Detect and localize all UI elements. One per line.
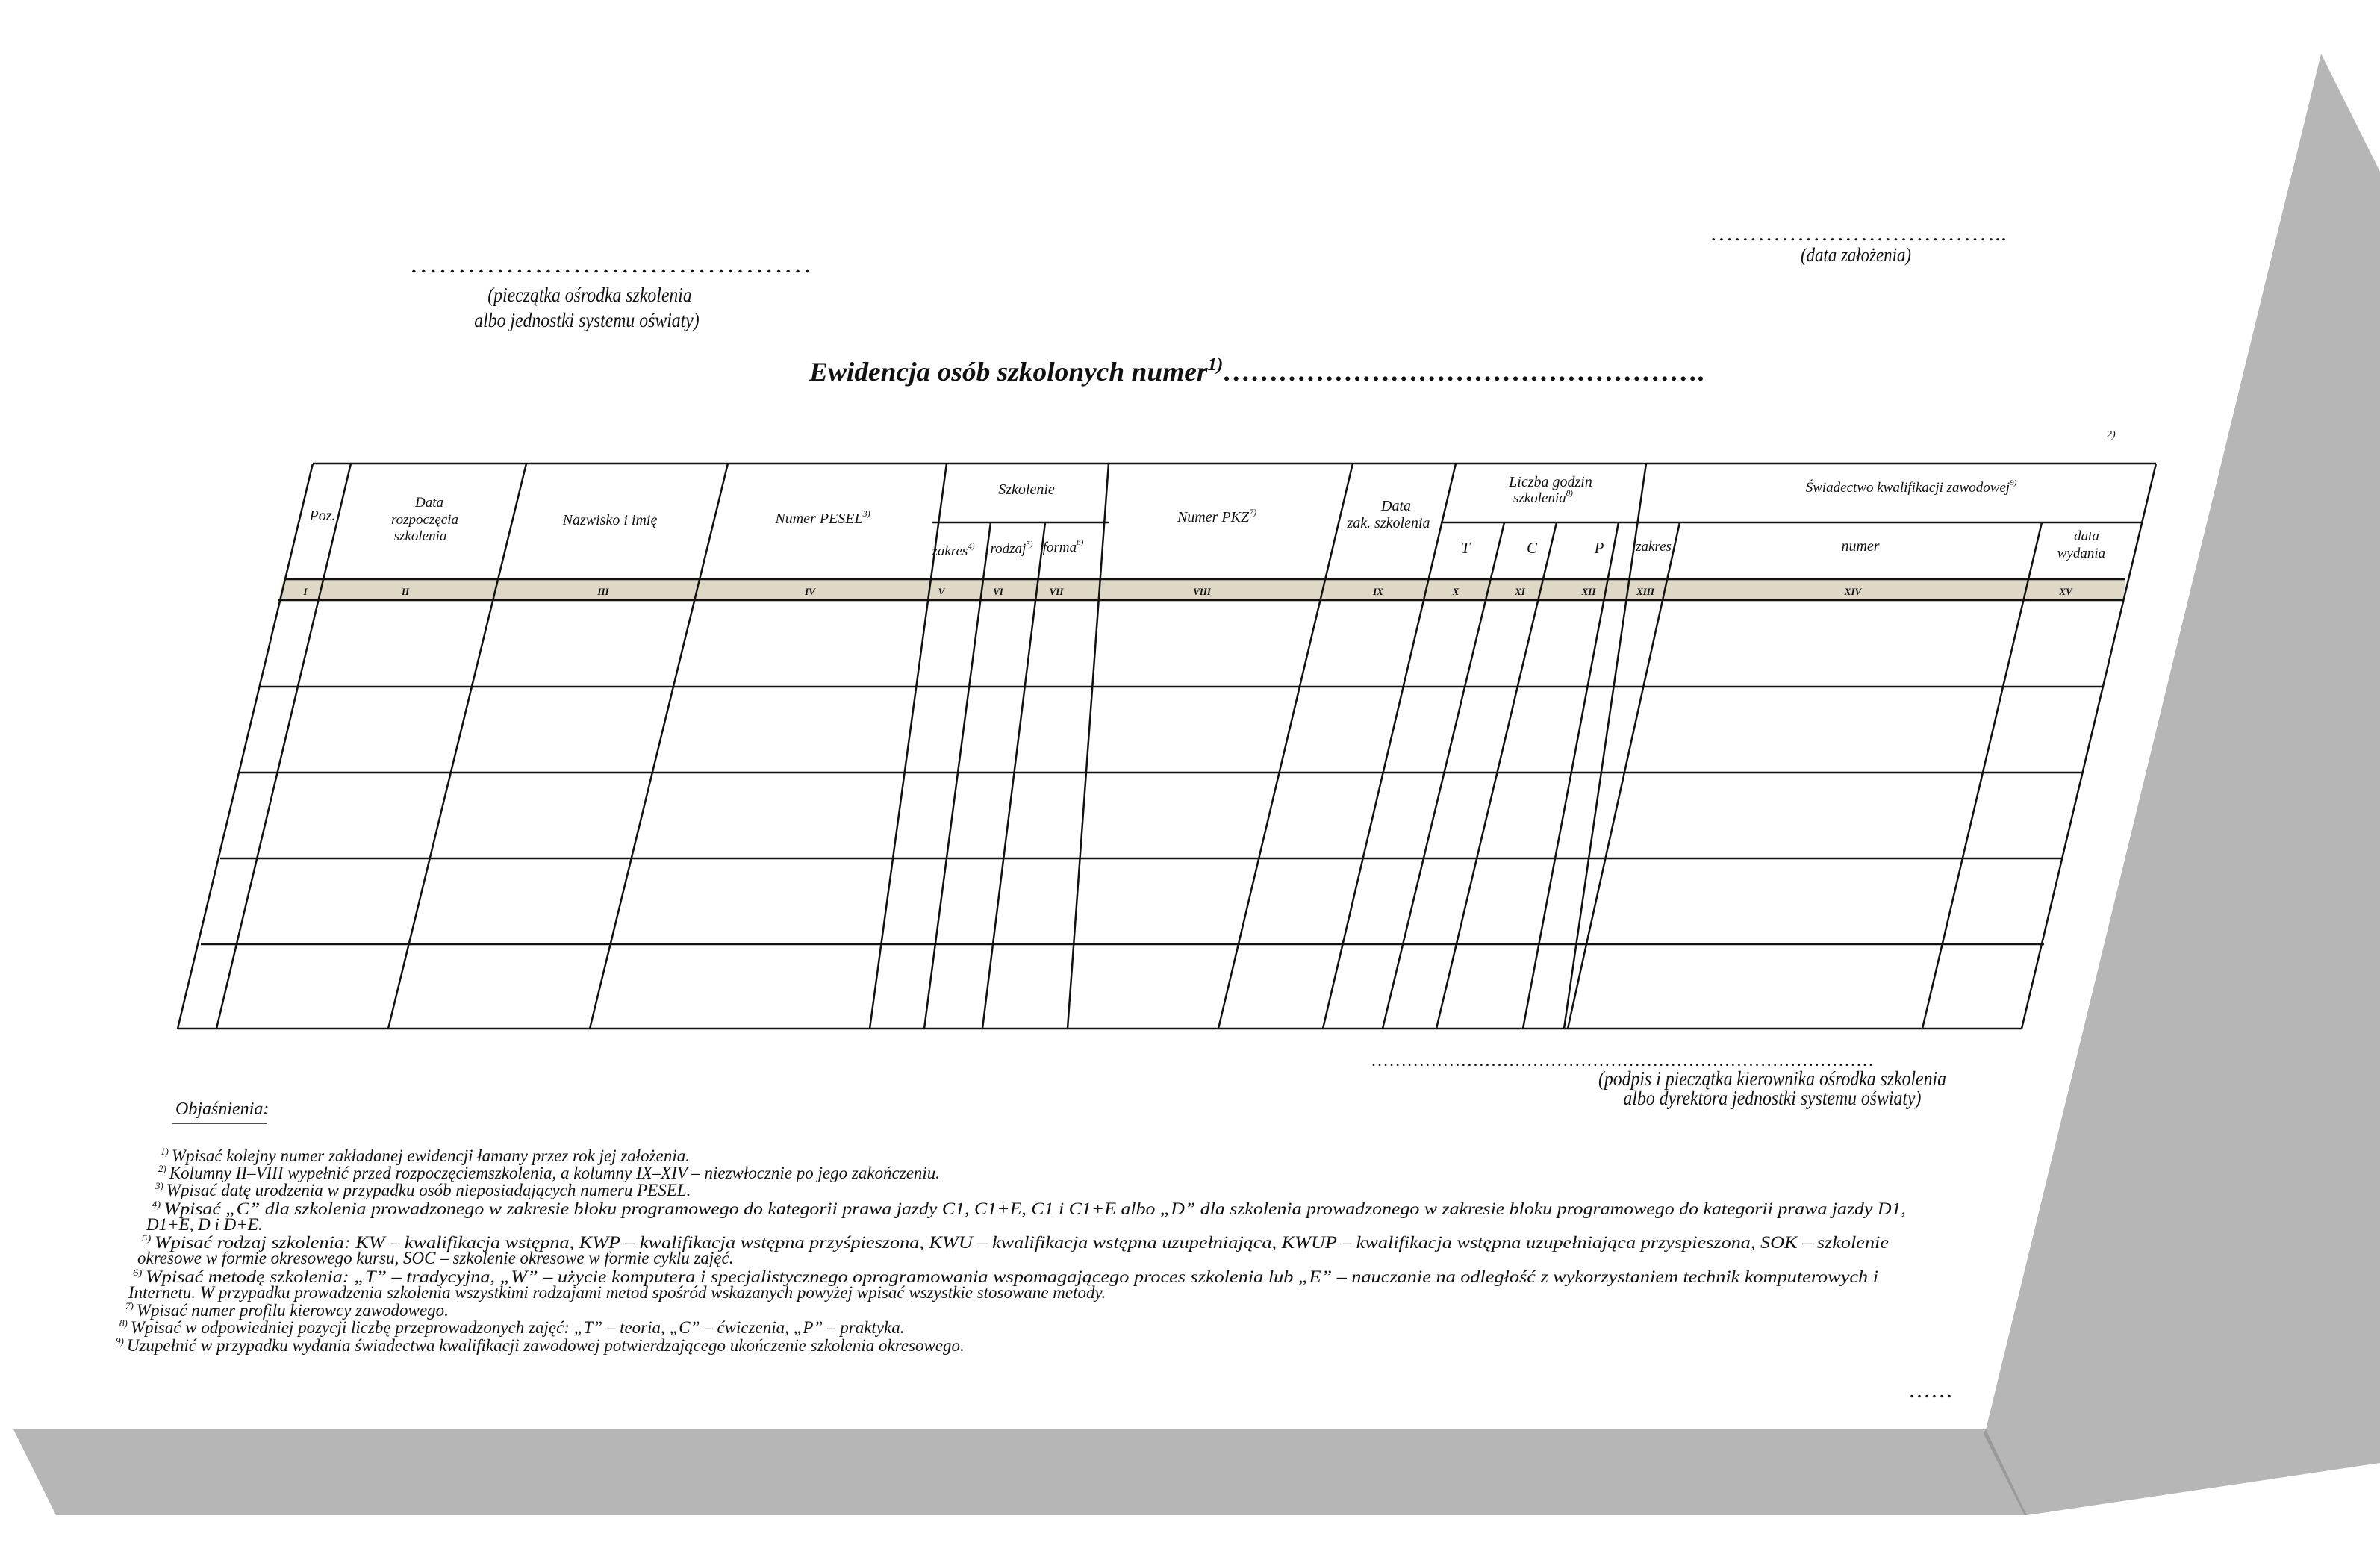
header-data-rozpoczecia-line1: Data [415, 495, 443, 511]
header-swiadectwo-sup: 9) [2010, 478, 2017, 487]
header-godziny-line1: Liczba godzin [1509, 474, 1592, 490]
note-6-mark: 6) [133, 1267, 141, 1278]
stamp-caption-line1: (pieczątka ośrodka szkolenia [487, 283, 692, 307]
signature-caption-line1: (podpis i pieczątka kierownika ośrodka szkolenia [1598, 1067, 1946, 1091]
note-5-text-line1: Wpisać rodzaj szkolenia: KW – kwalifikacja wstępna, KWP – kwalifikacja wstępna przyśpieszona, KWU – kwalifikacja wstępna uzupełniająca, KWUP – kwalifikacja wstępna uzupełniająca przyspieszona, SOK – szkolenie [154, 1233, 1675, 1252]
column-number: XV [2059, 586, 2072, 597]
note-8-mark: 8) [119, 1317, 128, 1329]
signature-caption-line2: albo dyrektora jednostki systemu oświaty) [1623, 1086, 1922, 1110]
column-number: V [938, 586, 945, 597]
corner-footnote-mark: 2) [2107, 429, 2116, 440]
header-T: T [1461, 539, 1470, 557]
header-rodzaj-sup: 5) [1026, 540, 1033, 549]
note-9-text: Uzupełnić w przypadku wydania świadectwa kwalifikacji zawodowej potwierdzającego ukończenie szkolenia okresowego. [126, 1336, 965, 1355]
svg-text:szkolenia8) [1513, 489, 1573, 506]
note-6-text-line1: Wpisać metodę szkolenia: „T” – tradycyjna, „W” – użycie komputera i specjalistycznego oprogramowania wspomagającego proces szkolenia lub „E” – nauczanie na odległość z wykorzystaniem technik komputerowych i [145, 1267, 1664, 1286]
stamp-caption-line2: albo jednostki systemu oświaty) [474, 308, 700, 332]
header-pkz-sup: 7) [1249, 507, 1257, 517]
svg-text:Numer PKZ7) [1177, 507, 1256, 525]
note-6-text-line2: Internetu. W przypadku prowadzenia szkolenia wszystkimi rodzajami metod spośród wskazanych powyżej wpisać wszystkie stosowane metody. [128, 1283, 1106, 1302]
note-3-mark: 3) [155, 1180, 163, 1191]
column-number: VII [1049, 586, 1064, 597]
header-forma-sup: 6) [1077, 538, 1084, 547]
header-swiadectwo: Świadectwo kwalifikacji zawodowej [1805, 480, 2010, 496]
signature-dots: ………………………………………………………………………… [1371, 1054, 1874, 1069]
header-nazwisko: Nazwisko i imię [562, 512, 658, 528]
note-4-text-line2: D1+E, D i D+E. [146, 1215, 263, 1234]
header-godziny-line2: szkolenia [1513, 490, 1566, 506]
header-godziny-sup: 8) [1566, 489, 1573, 498]
note-2-mark: 2) [158, 1163, 166, 1174]
title-superscript: 1) [1207, 355, 1223, 375]
svg-text:3)Wpisać datę urodzenia w przy [155, 1180, 691, 1199]
column-number: VI [993, 586, 1003, 597]
header-sw-numer: numer [1841, 538, 1880, 555]
header-pesel-sup: 3) [862, 508, 870, 519]
svg-text:8)Wpisać w odpowiedniej pozycj [119, 1317, 904, 1337]
header-data-rozpoczecia-line2: rozpoczęcia [390, 512, 459, 528]
note-3-text: Wpisać datę urodzenia w przypadku osób nieposiadających numeru PESEL. [166, 1181, 691, 1199]
note-5-text-line2: okresowe w formie okresowego kursu, SOC – szkolenie okresowe w formie cyklu zajęć. [137, 1249, 734, 1267]
header-data-zak-line2: zak. szkolenia [1347, 515, 1430, 531]
svg-text:7)Wpisać numer profilu kierowc [125, 1300, 449, 1320]
stamp-dots: …………………………………… [409, 253, 812, 278]
header-C: C [1526, 539, 1538, 557]
svg-text:9)Uzupełnić w przypadku wydani [116, 1335, 965, 1355]
header-rodzaj: rodzaj [990, 541, 1027, 557]
column-number: IX [1373, 586, 1383, 597]
note-1-text: Wpisać kolejny numer zakładanej ewidencji łamany przez rok jej założenia. [171, 1146, 690, 1165]
header-data-rozpoczecia-line3: szkolenia [393, 528, 447, 544]
header-data-zak-line1: Data [1381, 498, 1411, 514]
column-number: XII [1581, 586, 1596, 597]
note-9-mark: 9) [116, 1335, 124, 1347]
svg-text:1)Wpisać kolejny numer zakłada [161, 1146, 690, 1165]
column-number: XIV [1844, 586, 1862, 597]
date-caption: (data założenia) [1801, 244, 1911, 266]
note-8-text: Wpisać w odpowiedniej pozycji liczbę przeprowadzonych zajęć: „T” – teoria, „C” – ćwiczenia, „P” – praktyka. [130, 1318, 905, 1337]
column-number: I [303, 586, 308, 597]
svg-text:4)Wpisać „C” dla szkolenia pro [152, 1199, 1906, 1218]
header-pesel: Numer PESEL [775, 511, 863, 527]
header-zakres-sup: 4) [968, 542, 975, 551]
notes-heading: Objaśnienia: [175, 1099, 270, 1119]
svg-text:2)Kolumny II–VIII wypełnić prz [158, 1163, 940, 1182]
note-1-mark: 1) [161, 1146, 169, 1157]
header-pkz: Numer PKZ [1177, 509, 1250, 525]
note-5-mark: 5) [142, 1232, 150, 1244]
note-7-text: Wpisać numer profilu kierowcy zawodowego. [136, 1301, 449, 1320]
note-2-text: Kolumny II–VIII wypełnić przed rozpoczęciemszkolenia, a kolumny IX–XIV – niezwłocznie po jego zakończeniu. [169, 1164, 941, 1182]
svg-text:Świadectwo kwalifikacji zawodo [1806, 478, 2017, 496]
header-sw-data-line2: wydania [2057, 546, 2106, 561]
title-dots: ……………………………………………. [1223, 357, 1687, 387]
header-sw-data-line1: data [2074, 528, 2099, 544]
header-zakres: zakres [932, 543, 968, 559]
column-number: II [401, 586, 410, 597]
column-number: VIII [1193, 586, 1211, 597]
title-text: Ewidencja osób szkolonych numer [809, 357, 1193, 387]
column-number: XI [1515, 586, 1525, 597]
header-poz: Poz. [309, 508, 336, 524]
column-number: IV [805, 586, 815, 597]
page-end-dots: …… [1908, 1378, 1953, 1403]
paper-block-bottom-side [13, 1429, 2027, 1515]
svg-text:Numer PESEL3) [774, 508, 870, 527]
header-P: P [1594, 539, 1604, 557]
column-number: XIII [1636, 586, 1654, 597]
svg-text:Ewidencja osób szkolonych n [809, 355, 1705, 387]
document-title [809, 355, 1705, 387]
header-sw-zakres: zakres [1636, 539, 1672, 555]
note-4-text-line1: Wpisać „C” dla szkolenia prowadzonego w zakresie bloku programowego do kategorii prawa jazdy C1, C1+E, C1 i C1+E albo „D” dla szkolenia prowadzonego w zakresie bloku programowego do kategorii prawa jazdy D1, [163, 1199, 1714, 1218]
date-dots: ……………………………….. [1710, 223, 2007, 245]
column-number: X [1452, 586, 1460, 597]
note-4-mark: 4) [152, 1199, 160, 1210]
header-szkolenie: Szkolenie [998, 481, 1055, 498]
note-7-mark: 7) [125, 1300, 134, 1311]
header-forma: forma [1042, 540, 1077, 555]
column-number: III [597, 586, 609, 597]
